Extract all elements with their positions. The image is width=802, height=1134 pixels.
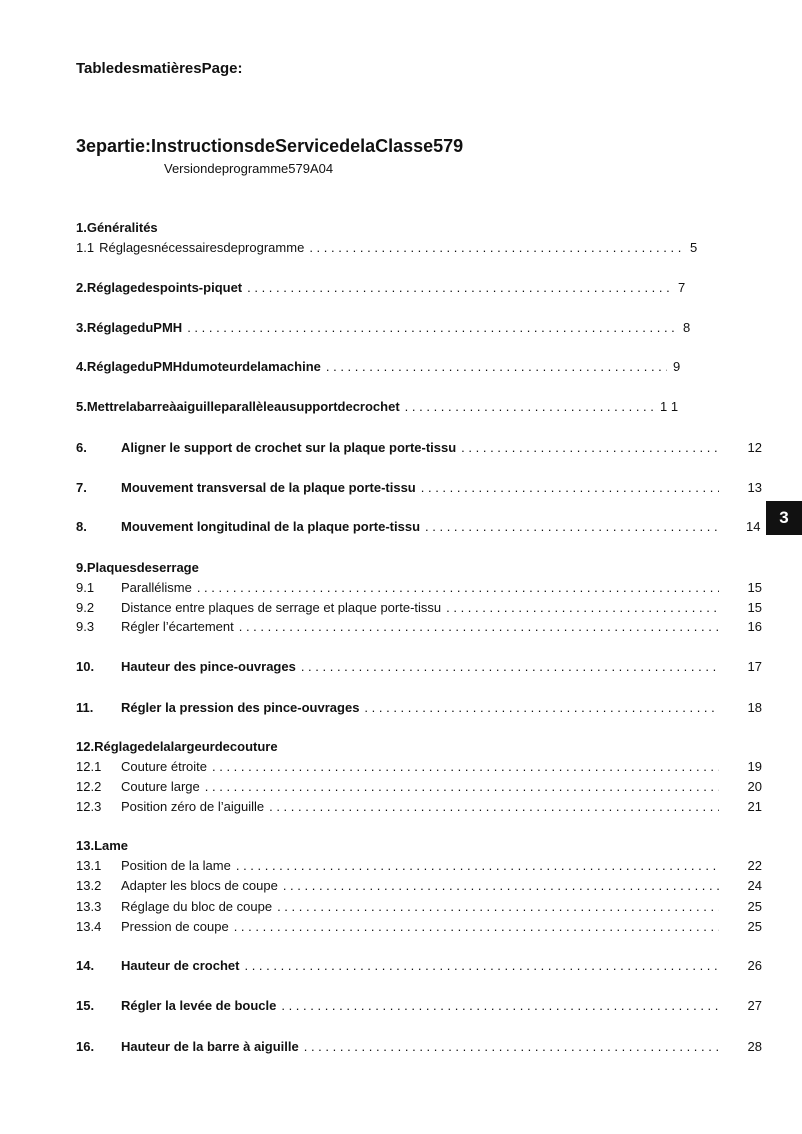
toc-entry-page: 21	[747, 799, 762, 814]
toc-entry-title: Position zéro de l’aiguille	[121, 799, 269, 814]
toc-entry-num: 16.	[76, 1039, 95, 1054]
dot-leader	[205, 779, 719, 794]
toc-entry-page: 15	[747, 580, 762, 595]
section-heading: 9.Plaquesdeserrage	[76, 560, 199, 575]
toc-entry-page: 13	[747, 480, 762, 495]
dot-leader	[304, 1039, 719, 1054]
toc-entry-page: 28	[747, 1039, 762, 1054]
toc-entry[interactable]	[0, 357, 802, 377]
toc-entry-page: 19	[747, 759, 762, 774]
toc-entry-title: Régler la pression des pince-ouvrages	[121, 700, 364, 715]
dot-leader	[461, 440, 719, 455]
toc-entry-title: Hauteur de la barre à aiguille	[121, 1039, 304, 1054]
toc-entry-title: Réglage du bloc de coupe	[121, 899, 277, 914]
toc-entry-title: 4.RéglageduPMHdumoteurdelamachine	[76, 359, 326, 374]
toc-entry-num: 10.	[76, 659, 95, 674]
dot-leader	[187, 320, 678, 335]
toc-entry-title: Couture large	[121, 779, 205, 794]
dot-leader	[446, 600, 719, 615]
toc-entry-title: Couture étroite	[121, 759, 212, 774]
toc-entry-title: Régler l’écartement	[121, 619, 239, 634]
toc-entry[interactable]	[0, 278, 802, 298]
section-tab-marker: 3	[766, 501, 802, 535]
toc-entry-page: 26	[747, 958, 762, 973]
toc-title: TabledesmatièresPage:	[76, 60, 243, 77]
toc-entry[interactable]	[0, 757, 802, 777]
toc-entry-page: 27	[747, 998, 762, 1013]
dot-leader	[269, 799, 719, 814]
toc-entry-num: 12.1	[76, 759, 102, 774]
toc-entry-page: 1 1	[660, 399, 679, 414]
toc-entry[interactable]	[0, 397, 802, 417]
program-version: Versiondeprogramme579A04	[164, 161, 334, 176]
toc-entry[interactable]	[0, 956, 802, 976]
toc-entry-num: 8.	[76, 519, 87, 534]
dot-leader	[309, 240, 685, 255]
toc-entry[interactable]	[0, 1037, 802, 1057]
toc-entry-page: 18	[747, 700, 762, 715]
dot-leader	[326, 359, 667, 374]
dot-leader	[277, 899, 719, 914]
toc-entry-num: 12.3	[76, 799, 102, 814]
toc-entry-page: 20	[747, 779, 762, 794]
section-heading: 13.Lame	[76, 838, 129, 853]
toc-entry-title: Hauteur des pince-ouvrages	[121, 659, 301, 674]
dot-leader	[234, 919, 719, 934]
dot-leader	[301, 659, 719, 674]
toc-entry-page: 12	[747, 440, 762, 455]
toc-entry-title: Hauteur de crochet	[121, 958, 244, 973]
toc-entry-page: 24	[747, 878, 762, 893]
dot-leader	[239, 619, 719, 634]
toc-entry-num: 9.1	[76, 580, 95, 595]
toc-entry-page: 8	[683, 320, 691, 335]
dot-leader	[405, 399, 654, 414]
toc-entry[interactable]	[0, 917, 802, 937]
dot-leader	[212, 759, 719, 774]
toc-entry[interactable]	[0, 438, 802, 458]
toc-entry-page: 16	[747, 619, 762, 634]
section-heading: 12.Réglagedelalargeurdecouture	[76, 739, 278, 754]
dot-leader	[244, 958, 719, 973]
toc-entry-title: Parallélisme	[121, 580, 197, 595]
toc-entry[interactable]	[0, 598, 802, 618]
toc-entry[interactable]	[0, 698, 802, 718]
toc-entry-num: 9.3	[76, 619, 95, 634]
toc-entry[interactable]	[0, 797, 802, 817]
toc-entry-num: 7.	[76, 480, 87, 495]
toc-entry-page: 17	[747, 659, 762, 674]
dot-leader	[236, 858, 719, 873]
toc-entry[interactable]	[0, 318, 802, 338]
dot-leader	[197, 580, 719, 595]
toc-entry-num: 13.2	[76, 878, 102, 893]
toc-entry-page: 7	[678, 280, 686, 295]
toc-entry-page: 9	[673, 359, 681, 374]
toc-entry-page: 5	[690, 240, 698, 255]
toc-entry-title: Mouvement transversal de la plaque porte-tissu	[121, 480, 421, 495]
toc-entry-num: 13.3	[76, 899, 102, 914]
toc-entry-title: 2.Réglagedespoints-piquet	[76, 280, 247, 295]
toc-entry-page: 25	[747, 899, 762, 914]
toc-entry-title: 5.Mettrelabarreàaiguilleparallèleausupportdecrochet	[76, 399, 405, 414]
toc-entry[interactable]	[0, 777, 802, 797]
dot-leader	[425, 519, 719, 534]
toc-entry-num: 15.	[76, 998, 95, 1013]
toc-entry-title: Réglagesnécessairesdeprogramme	[99, 240, 309, 255]
toc-entry-page: 15	[747, 600, 762, 615]
toc-entry-page: 25	[747, 919, 762, 934]
toc-entry-title: Position de la lame	[121, 858, 236, 873]
dot-leader	[247, 280, 672, 295]
dot-leader	[421, 480, 719, 495]
toc-entry-num: 13.4	[76, 919, 102, 934]
toc-entry-title: Pression de coupe	[121, 919, 234, 934]
toc-entry-num: 12.2	[76, 779, 102, 794]
toc-entry-num: 9.2	[76, 600, 95, 615]
toc-entry-title: Mouvement longitudinal de la plaque porte-tissu	[121, 519, 425, 534]
toc-entry-page: 14	[746, 519, 761, 534]
toc-entry-title: Distance entre plaques de serrage et plaque porte-tissu	[121, 600, 446, 615]
toc-entry-title: Aligner le support de crochet sur la plaque porte-tissu	[121, 440, 461, 455]
dot-leader	[281, 998, 719, 1013]
section-heading: 1.Généralités	[76, 220, 158, 235]
toc-entry-num: 6.	[76, 440, 87, 455]
toc-entry-num: 11.	[76, 700, 94, 715]
toc-entry-title: 3.RéglageduPMH	[76, 320, 187, 335]
toc-entry-page: 22	[747, 858, 762, 873]
toc-entry[interactable]	[0, 478, 802, 498]
toc-entry[interactable]	[0, 657, 802, 677]
toc-entry-title: Adapter les blocs de coupe	[121, 878, 283, 893]
toc-entry[interactable]	[0, 578, 802, 598]
toc-entry-num: 14.	[76, 958, 95, 973]
toc-entry[interactable]	[0, 617, 802, 637]
toc-entry[interactable]	[0, 238, 802, 258]
dot-leader	[364, 700, 719, 715]
toc-entry-num: 13.1	[76, 858, 102, 873]
toc-entry-title: Régler la levée de boucle	[121, 998, 281, 1013]
toc-entry[interactable]	[0, 517, 802, 537]
toc-entry[interactable]	[0, 897, 802, 917]
dot-leader	[283, 878, 719, 893]
toc-entry-num: 1.1	[76, 240, 99, 255]
toc-entry[interactable]	[0, 996, 802, 1016]
part-title: 3epartie:InstructionsdeServicedelaClasse579	[76, 136, 464, 156]
toc-entry[interactable]	[0, 876, 802, 896]
toc-entry[interactable]	[0, 856, 802, 876]
